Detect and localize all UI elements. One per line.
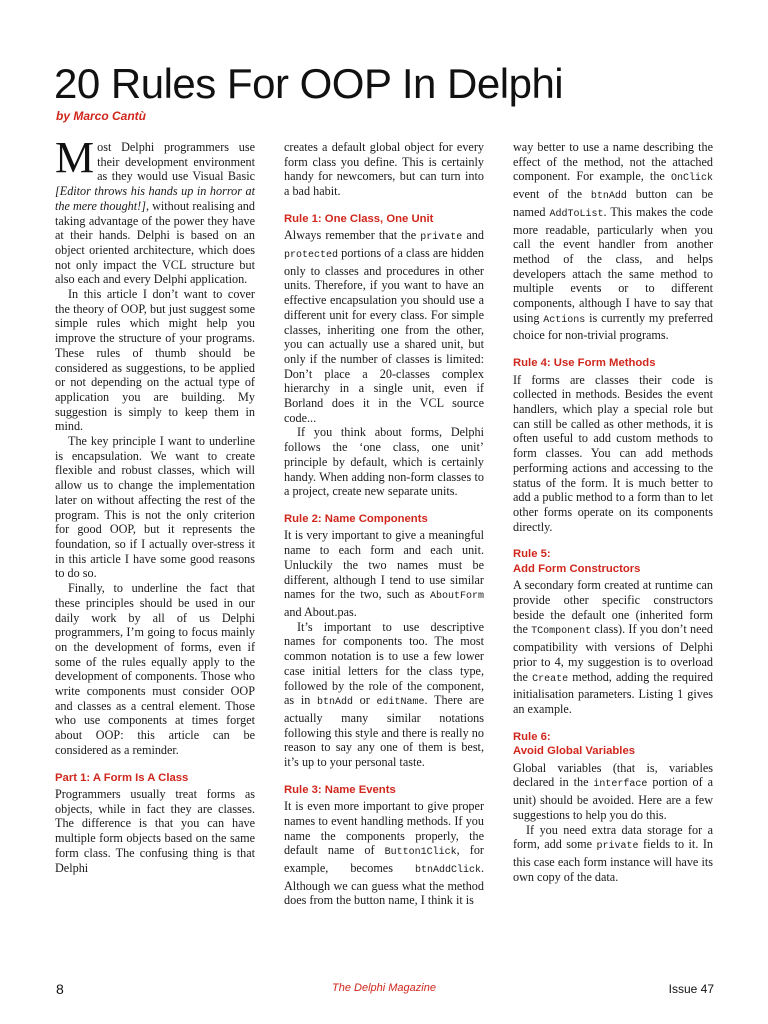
paragraph: A secondary form created at runtime can provide other specific constructors beside the default one (inherited form the TComponent class). If you don’t need compatibility with versions of Delphi prior to 4, my suggestion is to overload the Create method, adding the required initialisation parameters. Listing 1 gives an example.: [513, 578, 713, 716]
paragraph: Most Delphi programmers use their development environment as they would use Visual Basic [Editor throws his hands up in horror at the mere thought!], without realising and taking advantage of the power they have at their hands. Delphi is based on an object oriented architecture, which does not only impact the VCL structure but also each and every Delphi application.: [55, 133, 255, 287]
paragraph: The key principle I want to underline is encapsulation. We want to create flexible and robust classes, which will allow us to change the implementation later on without affecting the rest of the program. This is not the only criterion for good OOP, but it represents the foundation, so if I actually over-stress it in this article I have some good reasons to do so.: [55, 434, 255, 581]
rule-6-heading: Rule 6: Avoid Global Variables: [513, 730, 636, 758]
paragraph: In this article I don’t want to cover the theory of OOP, but just suggest some simple rules which might help you improve the structure of your programs. These rules of thumb should be considered as suggestions, to be applied or not depending on the actual type of application you are building. My suggestion is simply to keep them in mind.: [55, 287, 255, 434]
paragraph: way better to use a name describing the effect of the method, not the attached component. For example, the OnClick event of the btnAdd button can be named AddToList. This makes the code more readable, particularly when you call the event handler from another method of the class, and helps developers attach the same method to multiple events or to different components, although I have to say that using Actions is currently my preferred choice for non-trivial programs.: [513, 140, 713, 343]
rule-1-heading: Rule 1: One Class, One Unit: [284, 212, 434, 225]
article-title: 20 Rules For OOP In Delphi: [54, 60, 564, 107]
magazine-name: The Delphi Magazine: [332, 982, 436, 994]
paragraph: If you need extra data storage for a form, add some private fields to it. In this case each form instance will have its own copy of the data.: [513, 822, 713, 884]
column-1: [55, 133, 255, 875]
byline: by Marco Cantù: [56, 109, 147, 123]
paragraph: It’s important to use descriptive names for components too. The most common notation is to use a few lower case initial letters for the class type, followed by the role of the component, as in btnAdd or editName. There are actually many similar notations following this style and there is really no reason to say any one of them is best, it’s up to your personal taste.: [284, 619, 484, 770]
paragraph: Finally, to underline the fact that these principles should be used in our daily work by all of us Delphi programmers, I’m going to focus mainly on the development of forms, even if some of the rules equally apply to the development of components. Those who write components must consider OOP and classes as a central element. Those who use components at times forget about OOP: this article can be considered as a reminder.: [55, 581, 255, 757]
rule-4-heading: Rule 4: Use Form Methods: [513, 357, 656, 370]
drop-cap: M: [55, 133, 95, 182]
paragraph: Global variables (that is, variables declared in the interface portion of a unit) should be avoided. Here are a few suggestions to help you do this.: [513, 760, 713, 822]
section-heading-part1: Part 1: A Form Is A Class: [55, 771, 189, 784]
paragraph: Always remember that the private and protected portions of a class are hidden only to classes and procedures in other units. Therefore, if you want to have an effective encapsulation you should use a different unit for every class. For simple classes, inheriting one from the other, you can actually use a shared unit, but only if the number of classes is limited: Don’t place a 20-classes complex hierarchy in a single unit, even if Borland does it in the VCL source code...: [284, 228, 484, 425]
paragraph: It is even more important to give proper names to event handling methods. If you name the components properly, the default name of Button1Click, for example, becomes btnAddClick. Although we can guess what the method does from the button name, I think it is: [284, 799, 484, 908]
rule-3-heading: Rule 3: Name Events: [284, 783, 396, 796]
rule-2-heading: Rule 2: Name Components: [284, 512, 428, 525]
paragraph: creates a default global object for every form class you define. This is certainly handy for newcomers, but can turn into a bad habit.: [284, 140, 484, 199]
page-number: 8: [56, 981, 64, 997]
column-2: [284, 140, 484, 908]
rule-5-heading: Rule 5: Add Form Constructors: [513, 548, 641, 575]
issue-number: Issue 47: [668, 982, 714, 996]
paragraph: Programmers usually treat forms as objects, while in fact they are classes. The difference is that you can have multiple form objects based on the same form class. The confusing thing is that Delphi: [55, 787, 255, 875]
paragraph: If forms are classes their code is collected in methods. Besides the event handlers, which play a special role but can still be called as other methods, it is often useful to add custom methods to form classes. You can add methods performing actions and accessing to the status of the form. It is much better to add a public method to a form than to let other forms operate on its components directly.: [513, 372, 713, 534]
paragraph: If you think about forms, Delphi follows the ‘one class, one unit’ principle by default, which is certainly handy. When adding non-form classes to a project, create new separate units.: [284, 425, 484, 499]
column-3: [513, 140, 713, 884]
paragraph: It is very important to give a meaningful name to each form and each unit. Unluckily the two names must be different, although I tend to use similar names for the two, such as AboutForm and About.pas.: [284, 528, 484, 619]
